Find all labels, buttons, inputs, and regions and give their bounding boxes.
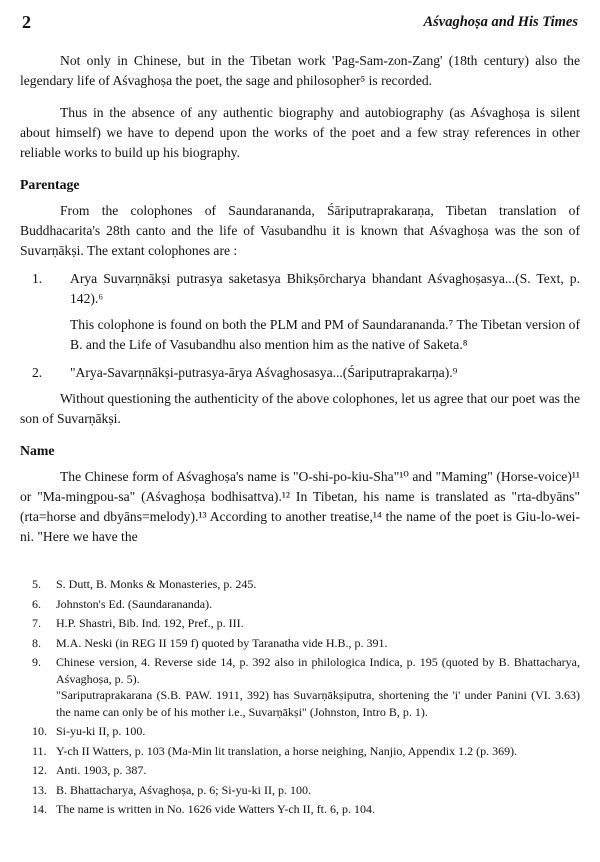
page-header [22,12,578,34]
list-number: 2. [32,365,43,380]
footnote-number: 8. [32,635,41,650]
paragraph: From the colophones of Saundarananda, Śāriputraprakaraṇa, Tibetan translation of Buddhacarita's 28th canto and the life of Vasubandhu it is known that Aśvaghoṣa was the son of Suvarṇākṣi. The extant colophones are : [20,203,580,258]
footnote [32,635,580,652]
list-number: 1. [32,271,43,286]
page-number: 2 [22,12,31,32]
footnote-text: Si-yu-ki II, p. 100. [56,724,146,738]
footnote-number: 5. [32,577,41,591]
footnote-text: S. Dutt, B. Monks & Monasteries, p. 245. [56,577,257,591]
footnote-text: The name is written in No. 1626 vide Watters Y-ch II, ft. 6, p. 104. [56,802,375,816]
footnote [32,782,580,799]
footnote [32,654,580,720]
footnote [32,762,580,779]
footnote-text-continued: "Sariputraprakarana (S.B. PAW. 1911, 392) has Suvarṇākṣiputra, shortening the 'i' under Panini (VI. 3.63) the name can only be of his mother i.e., Suvarṇākṣi" (Johnston, Intro B, p. 1). [56,688,580,719]
footnote [32,801,580,818]
footnote [32,596,580,613]
footnote-text: H.P. Shastri, Bib. Ind. 192, Pref., p. III. [56,616,244,630]
footnote-number: 9. [32,655,41,669]
footnote-text: M.A. Neski (in REG II 159 f) quoted by Taranatha vide H.B., p. 391. [56,635,388,650]
footnote-text: Chinese version, 4. Reverse side 14, p. 392 also in philologica Indica, p. 195 (quoted by B. Bhattacharya, Aśvaghoṣa, p. 5). [56,655,580,686]
footnote-number: 14. [32,802,47,816]
list-item [32,269,580,355]
footnote [32,576,580,593]
paragraph: Thus in the absence of any authentic biography and autobiography (as Aśvaghoṣa is silent about himself) we have to depend upon the works of the poet and a few stray references in other reliable works to build up his biography. [20,105,580,160]
footnote-text: Y-ch II Watters, p. 103 (Ma-Min lit translation, a horse neighing, Nanjio, Appendix 1.2 (p. 369). [56,743,518,758]
footnote-number: 7. [32,616,41,630]
list-item-text: Arya Suvarṇnākṣi putrasya saketasya Bhikṣōrcharya bhandant Aśvaghoṣasya...(S. Text, p. 142).⁶ [70,271,580,306]
footnote-number: 6. [32,596,41,611]
footnote [32,743,580,760]
footnote [32,615,580,632]
running-title: Aśvaghoṣa and His Times [423,14,578,30]
main-text [20,51,580,547]
section-heading-parentage: Parentage [20,177,80,192]
list-item [32,363,580,383]
footnote-number: 13. [32,782,47,797]
footnotes [32,576,580,821]
footnote-text: Anti. 1903, p. 387. [56,763,147,777]
section-heading-name: Name [20,443,55,458]
list-item-text: "Arya-Savarṇnākṣi-putrasya-ārya Aśvaghosasya...(Śariputraprakarṇa).⁹ [70,365,458,380]
list-item-subtext: This colophone is found on both the PLM and PM of Saundarananda.⁷ The Tibetan version of B. and the Life of Vasubandhu also mention him as the native of Saketa.⁸ [70,317,580,352]
footnote-number: 12. [32,763,47,777]
footnote-number: 10. [32,724,47,738]
paragraph: Not only in Chinese, but in the Tibetan work 'Pag-Sam-zon-Zang' (18th century) also the legendary life of Aśvaghoṣa the poet, the sage and philosopher⁵ is recorded. [20,53,580,88]
paragraph: Without questioning the authenticity of the above colophones, let us agree that our poet was the son of Suvarṇākṣi. [20,391,580,426]
footnote-text: B. Bhattacharya, Aśvaghoṣa, p. 6; Si-yu-ki II, p. 100. [56,782,311,797]
footnote-text: Johnston's Ed. (Saundarananda). [56,596,213,611]
footnote [32,723,580,740]
footnote-number: 11. [32,743,47,758]
paragraph: The Chinese form of Aśvaghoṣa's name is "O-shi-po-kiu-Sha"¹⁰ and "Maming" (Horse-voice)¹¹ or "Ma-mingpou-sa" (Aśvaghoṣa bodhisattva).¹² In Tibetan, his name is translated as "rta-dbyāns" (rta=horse and dbyāns=melody).¹³ According to another treatise,¹⁴ the name of the poet is Giu-lo-wei-ni. "Here we have the [20,469,580,544]
